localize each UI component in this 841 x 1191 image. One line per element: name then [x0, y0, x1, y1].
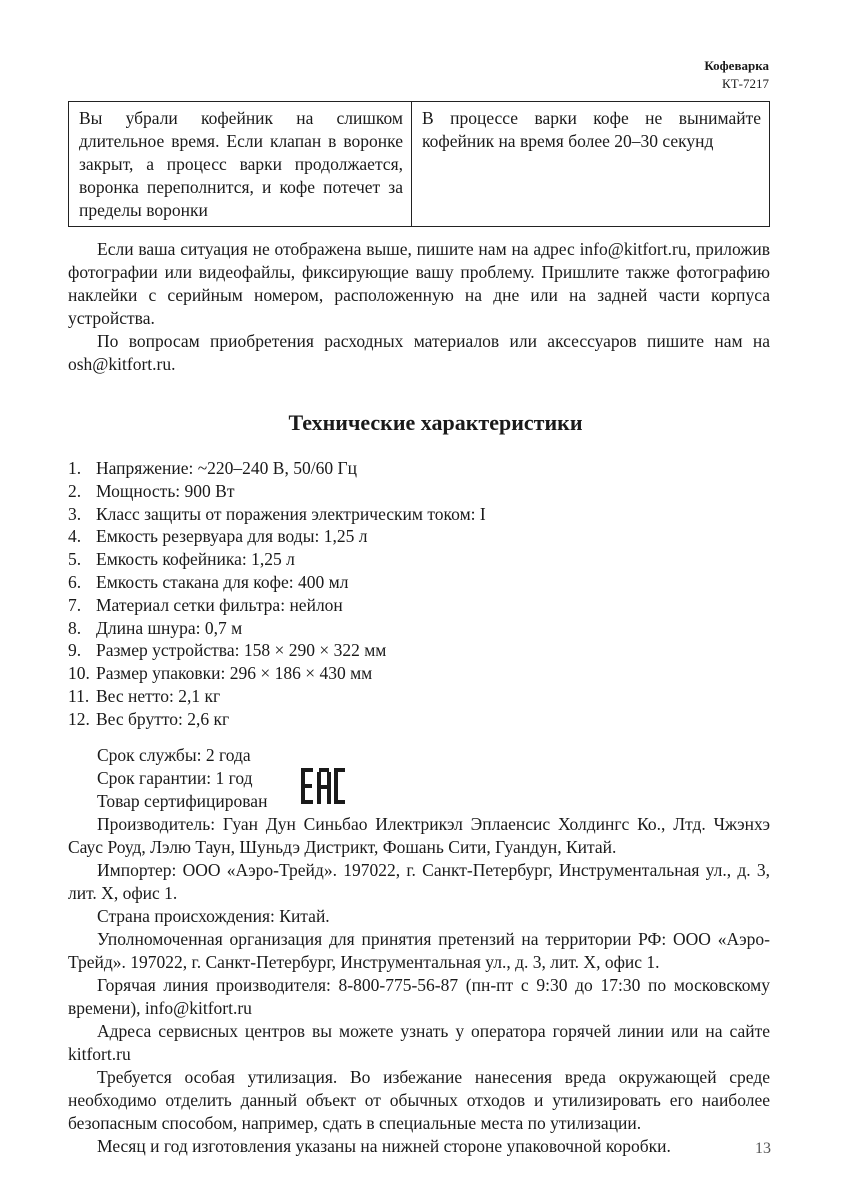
header-model-number: КТ-7217: [722, 76, 769, 91]
item-text: Вес нетто: 2,1 кг: [96, 685, 221, 706]
country-of-origin: Страна происхождения: Китай.: [97, 906, 330, 926]
service-life: Срок службы: 2 года: [97, 745, 251, 765]
list-item: [68, 480, 486, 503]
service-centers-info: Адреса сервисных центров вы можете узнать у оператора горячей линии или на сайте kitfort.ru: [68, 1021, 770, 1064]
item-number: 12.: [68, 708, 90, 729]
troubleshooting-table: [68, 101, 770, 227]
item-number: 10.: [68, 663, 90, 684]
item-number: 4.: [68, 526, 82, 547]
eac-mark-icon: [300, 766, 346, 806]
list-item: [68, 662, 486, 685]
item-text: Размер упаковки: 296 × 186 × 430 мм: [96, 663, 373, 684]
list-item: [68, 503, 486, 526]
item-text: Емкость резервуара для воды: 1,25 л: [96, 526, 368, 547]
item-text: Напряжение: ~220–240 В, 50/60 Гц: [96, 458, 357, 478]
item-number: 6.: [68, 571, 82, 592]
item-number: 1.: [68, 458, 82, 478]
item-number: 3.: [68, 503, 82, 524]
warranty-period: Срок гарантии: 1 год: [97, 768, 253, 788]
header-product-name: Кофеварка: [704, 58, 769, 73]
list-item: [68, 571, 486, 594]
specs-list: [68, 457, 486, 731]
specs-title: Технические характеристики: [288, 410, 583, 435]
contacts-section: [68, 238, 770, 376]
item-text: Материал сетки фильтра: нейлон: [96, 594, 343, 615]
list-item: [68, 639, 486, 662]
list-item: [68, 525, 486, 548]
table-row: [69, 102, 770, 227]
importer-info: Импортер: ООО «Аэро-Трейд». 197022, г. Санкт-Петербург, Инструментальная ул., д. 3, лит. Х, офис 1.: [68, 860, 770, 903]
item-number: 2.: [68, 480, 82, 501]
cause-cell: Вы убрали кофейник на слишком длительное время. Если клапан в воронке закрыт, а процесс варки продолжается, воронка переполнится, и кофе потечет за пределы воронки: [69, 102, 412, 227]
contact-paragraph: По вопросам приобретения расходных материалов или аксессуаров пишите нам на osh@kitfort.ru.: [68, 331, 770, 374]
claims-organization: Уполномоченная организация для принятия претензий на территории РФ: ООО «Аэро-Трейд». 197022, г. Санкт-Петербург, Инструментальная ул., д. 3, лит. Х, офис 1.: [68, 929, 770, 972]
list-item: [68, 457, 486, 480]
manufacture-date-info: Месяц и год изготовления указаны на нижней стороне упаковочной коробки.: [97, 1136, 671, 1156]
item-number: 5.: [68, 549, 82, 570]
solution-cell: В процессе варки кофе не вынимайте кофейник на время более 20–30 секунд: [412, 102, 770, 227]
item-text: Длина шнура: 0,7 м: [96, 617, 243, 638]
item-text: Емкость стакана для кофе: 400 мл: [96, 571, 349, 592]
item-number: 7.: [68, 594, 82, 615]
certification-note: Товар сертифицирован: [97, 791, 268, 811]
item-number: 11.: [68, 685, 90, 706]
list-item: [68, 617, 486, 640]
hotline-info: Горячая линия производителя: 8-800-775-56-87 (пн-пт с 9:30 до 17:30 по московскому времени), info@kitfort.ru: [68, 975, 770, 1018]
page-number: 13: [755, 1140, 771, 1157]
page-header: [704, 57, 769, 93]
list-item: [68, 685, 486, 708]
disposal-info: Требуется особая утилизация. Во избежание нанесения вреда окружающей среде необходимо отделить данный объект от обычных отходов и утилизировать его наиболее безопасным способом, например, сдать в специальные места по утилизации.: [68, 1067, 770, 1133]
item-number: 9.: [68, 640, 82, 661]
contact-paragraph: Если ваша ситуация не отображена выше, пишите нам на адрес info@kitfort.ru, приложив фотографии или видеофайлы, фиксирующие вашу проблему. Пришлите также фотографию наклейки с серийным номером, расположенную на дне или на задней части корпуса устройства.: [68, 239, 770, 328]
manufacturer-info: Производитель: Гуан Дун Синьбао Илектрикэл Эплаенсис Холдингс Ко., Лтд. Чжэнхэ Саус Роуд, Лэлю Таун, Шуньдэ Дистрикт, Фошань Сити, Гуандун, Китай.: [68, 814, 770, 857]
list-item: [68, 708, 486, 731]
list-item: [68, 548, 486, 571]
item-text: Размер устройства: 158 × 290 × 322 мм: [96, 640, 387, 661]
legal-section: [68, 813, 770, 1158]
service-info: [97, 744, 267, 813]
list-item: [68, 594, 486, 617]
item-number: 8.: [68, 617, 82, 638]
item-text: Мощность: 900 Вт: [96, 480, 235, 501]
item-text: Вес брутто: 2,6 кг: [96, 708, 230, 729]
item-text: Класс защиты от поражения электрическим током: I: [96, 503, 486, 524]
item-text: Емкость кофейника: 1,25 л: [96, 549, 295, 570]
